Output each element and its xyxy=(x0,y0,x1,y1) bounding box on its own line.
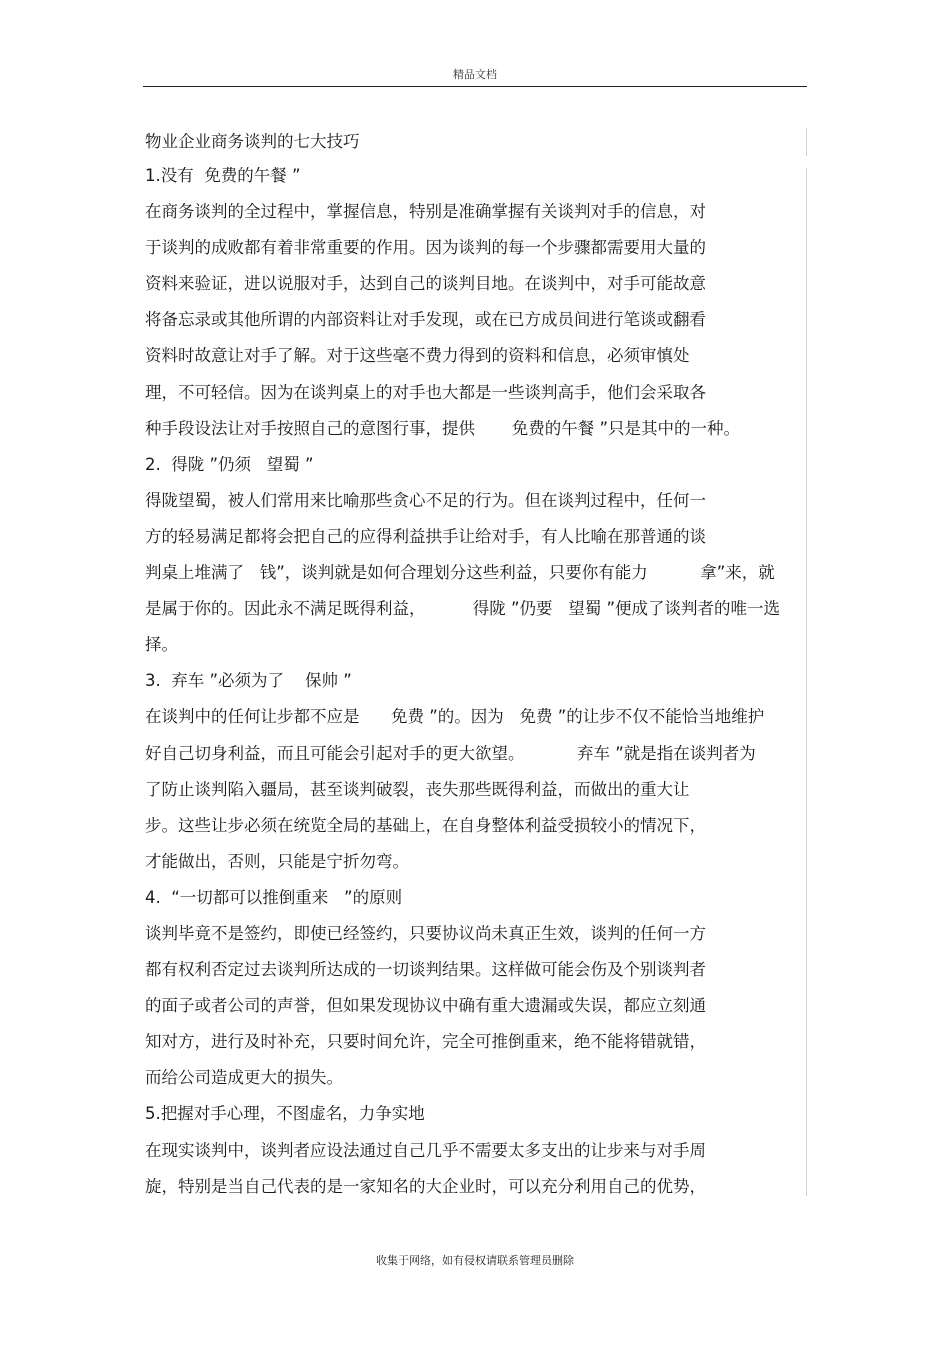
section-heading-5: 5.把握对手心理，不图虚名，力争实地 xyxy=(145,1104,425,1124)
document-body xyxy=(145,126,815,1205)
section-heading-1: 1.没有 免费的午餐 ” xyxy=(145,166,301,185)
paragraph-line: 资料时故意让对手了解。对于这些毫不费力得到的资料和信息，必须审慎处 xyxy=(145,346,690,366)
paragraph-line: 在谈判中的任何让步都不应是 免费 ”的。因为 免费 ”的让步不仅不能恰当地维护 xyxy=(145,707,765,727)
document-title: 物业企业商务谈判的七大技巧 xyxy=(145,132,360,151)
paragraph-line: 都有权利否定过去谈判所达成的一切谈判结果。这样做可能会伤及个别谈判者 xyxy=(145,960,706,980)
paragraph-line: 的面子或者公司的声誉，但如果发现协议中确有重大遗漏或失误，都应立刻通 xyxy=(145,996,706,1016)
paragraph-line: 知对方，进行及时补充，只要时间允许，完全可推倒重来，绝不能将错就错， xyxy=(145,1032,706,1052)
paragraph-line: 理，不可轻信。因为在谈判桌上的对手也大都是一些谈判高手，他们会采取各 xyxy=(145,382,706,402)
paragraph-line: 得陇望蜀，被人们常用来比喻那些贪心不足的行为。但在谈判过程中，任何一 xyxy=(145,490,706,510)
paragraph-line: 才能做出，否则，只能是宁折勿弯。 xyxy=(145,851,409,871)
paragraph-line: 种手段设法让对手按照自己的意图行事，提供 免费的午餐 ”只是其中的一种。 xyxy=(145,418,741,438)
paragraph-line: 判桌上堆满了 钱”，谈判就是如何合理划分这些利益，只要你有能力 拿”来，就 xyxy=(145,563,775,583)
paragraph-line: 资料来验证，进以说服对手，达到自己的谈判目地。在谈判中，对手可能故意 xyxy=(145,274,706,294)
paragraph-line: 而给公司造成更大的损失。 xyxy=(145,1068,343,1088)
paragraph-line: 方的轻易满足都将会把自己的应得利益拱手让给对手，有人比喻在那普通的谈 xyxy=(145,526,706,546)
paragraph-line: 了防止谈判陷入疆局，甚至谈判破裂，丧失那些既得利益，而做出的重大让 xyxy=(145,779,690,799)
paragraph-line: 旋，特别是当自己代表的是一家知名的大企业时，可以充分利用自己的优势， xyxy=(145,1176,706,1196)
header-rule xyxy=(143,86,807,87)
paragraph-line: 将备忘录或其他所谓的内部资料让对手发现，或在已方成员间进行笔谈或翻看 xyxy=(145,310,706,330)
paragraph-line: 谈判毕竟不是签约，即使已经签约，只要协议尚未真正生效，谈判的任何一方 xyxy=(145,923,706,943)
paragraph-line: 在现实谈判中，谈判者应设法通过自己几乎不需要太多支出的让步来与对手周 xyxy=(145,1140,706,1160)
paragraph-line: 择。 xyxy=(145,635,178,655)
paragraph-line: 步。这些让步必须在统览全局的基础上，在自身整体利益受损较小的情况下， xyxy=(145,815,706,835)
section-heading-2: 2. 得陇 ”仍须 望蜀 ” xyxy=(145,454,314,474)
section-heading-4: 4. “一切都可以推倒重来 ”的原则 xyxy=(145,887,403,907)
paragraph-line: 是属于你的。因此永不满足既得利益， 得陇 ”仍要 望蜀 ”便成了谈判者的唯一选 xyxy=(145,599,781,619)
paragraph-line: 好自己切身利益，而且可能会引起对手的更大欲望。 弃车 ”就是指在谈判者为 xyxy=(145,743,756,763)
section-heading-3: 3. 弃车 ”必须为了 保帅 ” xyxy=(145,671,352,691)
paragraph-line: 于谈判的成败都有着非常重要的作用。因为谈判的每一个步骤都需要用大量的 xyxy=(145,238,706,258)
paragraph-line: 在商务谈判的全过程中，掌握信息，特别是准确掌握有关谈判对手的信息，对 xyxy=(145,202,706,222)
page-footer: 收集于网络，如有侵权请联系管理员删除 xyxy=(376,1254,574,1267)
page-header: 精品文档 xyxy=(453,68,497,81)
